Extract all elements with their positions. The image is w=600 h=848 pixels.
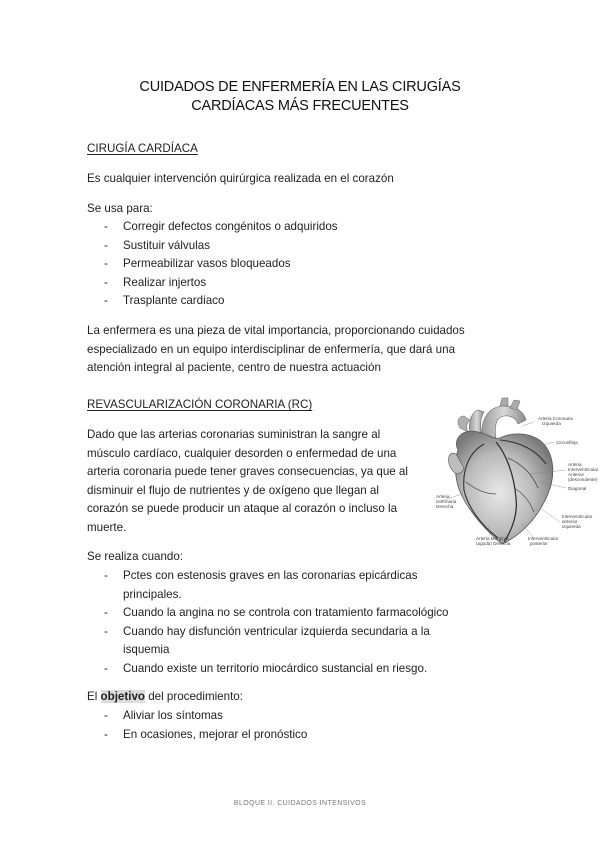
figure-label: Arteria (436, 494, 450, 499)
page-title-line-2: CARDÍACAS MÁS FRECUENTES (191, 98, 409, 114)
list-item (87, 567, 448, 604)
list-item-text: Aliviar los síntomas (123, 709, 223, 722)
list-item-text: Realizar injertos (123, 275, 207, 289)
paragraph-line: La enfermera es una pieza de vital importancia, proporcionando cuidados (87, 324, 465, 337)
list-item (87, 707, 307, 726)
list-item (87, 604, 448, 623)
dash-marker: - (104, 257, 108, 270)
list-item (87, 218, 338, 237)
list-item (87, 660, 448, 679)
paragraph-line: corazón se puede producir un ataque al corazón o incluso la (87, 502, 398, 515)
page-footer: BLOQUE II. CUIDADOS INTENSIVOS (233, 800, 367, 807)
objective-keyword: objetivo (100, 690, 145, 703)
list-item (87, 237, 338, 256)
figure-label: (aguda) Derecha (476, 541, 511, 546)
list-item-text: Pctes con estenosis graves en las coronarias epicárdicas (123, 569, 418, 582)
paragraph-line: especializado en un equipo interdisciplinar de enfermería, que dará una (87, 342, 456, 356)
figure-label: Coronaria (436, 499, 457, 504)
figure-label: anterior (562, 519, 578, 524)
nurse-paragraph (87, 322, 465, 378)
paragraph-line: músculo cardíaco, cualquier desorden o enfermedad de una (87, 446, 397, 460)
figure-label: Arteria Marginal (476, 536, 509, 541)
figure-label: Izquierda (542, 421, 561, 426)
paragraph-line: Dado que las arterias coronarias suministran la sangre al (87, 428, 381, 441)
leader-line (522, 422, 534, 426)
list-item-text: Permeabilizar vasos bloqueados (123, 257, 291, 270)
list-item (87, 274, 338, 293)
dash-marker: - (104, 275, 108, 289)
objective-prefix: El (87, 690, 98, 703)
figure-label: posterior (530, 541, 548, 546)
when-intro: Se realiza cuando: (87, 550, 184, 563)
figure-label: Arteria (568, 462, 582, 467)
section-heading-cirugia-cardiaca: CIRUGÍA CARDÍACA (87, 142, 198, 155)
list-item (87, 726, 307, 745)
list-item (87, 292, 338, 311)
paragraph-line: disminuir el flujo de nutrientes y de oxígeno que llegan al (87, 483, 379, 497)
definition-paragraph: Es cualquier intervención quirúrgica realizada en el corazón (87, 172, 394, 185)
figure-label: izquierda (562, 524, 581, 529)
uses-list (87, 218, 338, 311)
figure-label: Anterior (568, 472, 585, 477)
dash-marker: - (104, 727, 108, 741)
dash-marker: - (104, 709, 108, 722)
paragraph-line: arteria coronaria puede tener graves consecuencias, ya que al (87, 465, 408, 478)
figure-label: (descendente) (568, 477, 598, 482)
list-item-text: Cuando la angina no se controla con tratamiento farmacológico (123, 606, 449, 619)
figure-label: Diagonal (568, 486, 587, 491)
section-heading-revascularizacion: REVASCULARIZACIÓN CORONARIA (RC) (87, 398, 313, 411)
list-item-text: Cuando existe un territorio miocárdico sustancial en riesgo. (123, 661, 428, 675)
list-item-text: Corregir defectos congénitos o adquiridos (123, 220, 338, 233)
list-item (87, 623, 448, 660)
list-item-text: Sustituir válvulas (123, 238, 210, 252)
dash-marker: - (104, 661, 108, 675)
dash-marker: - (104, 238, 108, 252)
list-item-text: Cuando hay disfunción ventricular izquierda secundaria a la (123, 624, 430, 638)
page-title-line-1: CUIDADOS DE ENFERMERÍA EN LAS CIRUGÍAS (139, 79, 461, 95)
vessel-shape (510, 400, 520, 410)
objective-intro (87, 688, 243, 707)
dash-marker: - (104, 294, 108, 307)
when-list (87, 567, 448, 678)
figure-label: Arteria Coronaria (538, 416, 573, 421)
objectives-list (87, 707, 307, 744)
objective-suffix: del procedimiento: (148, 690, 243, 703)
dash-marker: - (104, 569, 108, 582)
leader-line (540, 508, 560, 522)
figure-label: Derecha (436, 504, 454, 509)
list-item-text: En ocasiones, mejorar el pronóstico (123, 727, 308, 741)
figure-label: Interventricular (568, 467, 599, 472)
list-item-text: isquemia (123, 643, 170, 656)
figure-label: Interventricular (562, 514, 593, 519)
coronary-heart-illustration (430, 398, 599, 550)
vessel-shape (500, 398, 508, 406)
list-item-text: principales. (123, 587, 182, 601)
paragraph-line: atención integral al paciente, centro de nuestra actuación (87, 361, 381, 374)
vessel-shape (458, 416, 470, 432)
coronary-intro-paragraph (87, 426, 408, 537)
figure-label: Circunfleja (556, 440, 578, 445)
list-item-text: Trasplante cardiaco (123, 294, 225, 307)
list-item (87, 255, 338, 274)
uses-intro: Se usa para: (87, 202, 153, 215)
dash-marker: - (104, 624, 108, 638)
paragraph-line: muerte. (87, 520, 127, 534)
figure-label: Interventricular (528, 536, 559, 541)
dash-marker: - (104, 220, 108, 233)
dash-marker: - (104, 606, 108, 619)
